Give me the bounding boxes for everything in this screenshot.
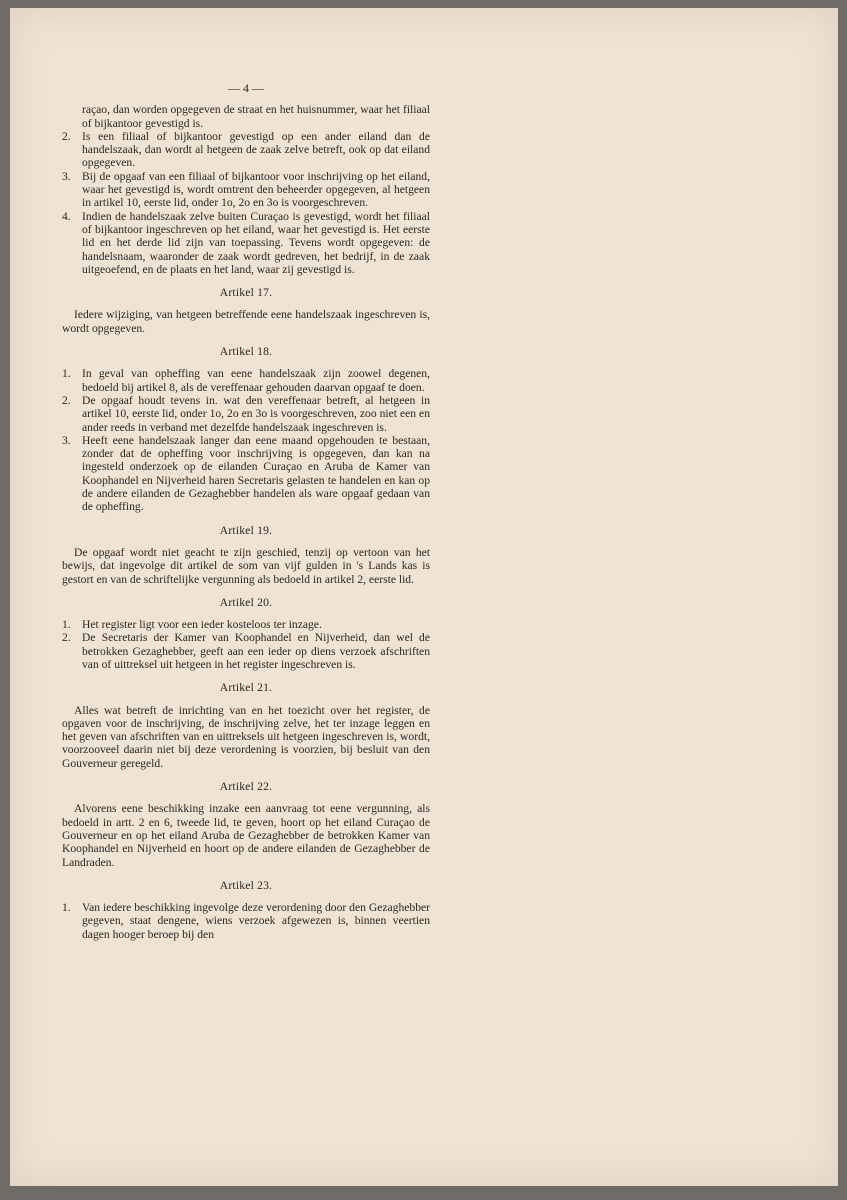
- opening-lines: raçao, dan worden opgegeven de straat en het huisnummer, waar het filiaal of bijkantoor gevestigd is.: [82, 103, 430, 130]
- item-number: 1.: [62, 618, 71, 632]
- item-text: De opgaaf houdt tevens in. wat den vereffenaar betreft, al hetgeen in artikel 10, eerste lid, onder 1o, 2o en 3o is voorgeschreven, zoo niet een en ander reeds in verband met dezelfde handelszaak ingeschreven is.: [82, 393, 430, 434]
- document-page: [10, 8, 838, 1186]
- article-23-item-1: [62, 901, 430, 941]
- article-17-heading: Artikel 17.: [219, 286, 273, 300]
- article-16-item-2: [62, 130, 430, 170]
- article-16-item-3: [62, 170, 430, 210]
- item-number: 4.: [62, 209, 71, 223]
- article-22-text: Alvorens eene beschikking inzake een aanvraag tot eene vergunning, als bedoeld in artt. 2 en 6, tweede lid, te geven, hoort op het eiland Curaçao de Gouverneur en op het eiland Aruba de Gezaghebber de betrokken Kamer van Koophandel en Nijverheid en hoort op de andere eilanden de Gezaghebber de Landraden.: [62, 802, 430, 869]
- article-18-heading: Artikel 18.: [219, 345, 273, 359]
- page-number: — 4 —: [228, 81, 264, 95]
- item-number: 3.: [62, 169, 71, 183]
- article-20-item-2: [62, 631, 430, 671]
- article-19-text: De opgaaf wordt niet geacht te zijn geschied, tenzij op vertoon van het bewijs, dat ingevolge dit artikel de som van vijf gulden in 's Lands kas is gestort en van de schriftelijke vergunning als bedoeld in artikel 2, eerste lid.: [62, 545, 430, 586]
- article-20-heading: Artikel 20.: [219, 595, 273, 609]
- item-number: 1.: [62, 367, 71, 381]
- item-number: 1.: [62, 901, 71, 915]
- item-number: 2.: [62, 631, 71, 645]
- item-text: Het register ligt voor een ieder kosteloos ter inzage.: [82, 618, 322, 632]
- item-text: Is een filiaal of bijkantoor gevestigd op een ander eiland dan de handelszaak, dan wordt al hetgeen de zaak zelve betreft, ook op dat eiland opgegeven.: [82, 129, 430, 170]
- item-text: Indien de handelszaak zelve buiten Curaçao is gevestigd, wordt het filiaal of bijkantoor ingeschreven op het eiland, waar het gevestigd is. Het eerste lid en het derde lid zijn van toepassing. Tevens wordt opgegeven: de handelsnaam, waaronder de zaak wordt gedreven, het bedrijf, in de zaak uitgeoefend, en de plaats en het land, waar zij gevestigd is.: [82, 209, 430, 276]
- item-text: Van iedere beschikking ingevolge deze verordening door den Gezaghebber gegeven, staat dengene, wiens verzoek afgewezen is, binnen veertien dagen hooger beroep bij den: [82, 901, 430, 941]
- article-20-item-1: [62, 618, 430, 631]
- article-23-heading: Artikel 23.: [219, 878, 273, 892]
- item-text: De Secretaris der Kamer van Koophandel en Nijverheid, dan wel de betrokken Gezaghebber, geeft aan een ieder op diens verzoek afschriften van of uittreksel uit hetgeen in het register ingeschreven is.: [82, 631, 430, 671]
- article-18-item-1: [62, 367, 430, 394]
- article-18-item-2: [62, 394, 430, 434]
- item-number: 2.: [62, 129, 71, 143]
- article-22-heading: Artikel 22.: [219, 780, 273, 794]
- item-text: Heeft eene handelszaak langer dan eene maand opgehouden te bestaan, zonder dat de opheffing voor inschrijving is opgegeven, dan kan na ingesteld onderzoek op de eilanden Curaçao en Aruba de Kamer van Koophandel en Nijverheid haren Secretaris gelasten te handelen en kan op de andere eilanden de Gezaghebber handelen als ware opgaaf gedaan van de opheffing.: [82, 433, 430, 514]
- page-content: [62, 82, 430, 941]
- item-text: In geval van opheffing van eene handelszaak zijn zoowel degenen, bedoeld bij artikel 8, als de vereffenaar gehouden daarvan opgaaf te doen.: [82, 367, 430, 394]
- article-21-heading: Artikel 21.: [219, 681, 273, 695]
- item-number: 3.: [62, 433, 71, 447]
- item-text: Bij de opgaaf van een filiaal of bijkantoor voor inschrijving op het eiland, waar het gevestigd is, wordt omtrent den beheerder opgegeven, al hetgeen in artikel 10, eerste lid, onder 1o, 2o en 3o is voorgeschreven.: [82, 169, 430, 210]
- article-21-text: Alles wat betreft de inrichting van en het toezicht over het register, de opgaven voor de inschrijving, de inschrijving zelve, het ter inzage leggen en het geven van afschriften van en uittreksels uit hetgeen ingeschreven is, wordt, voorzooveel daarin niet bij deze verordening is voorzien, bij besluit van den Gouverneur geregeld.: [62, 703, 430, 770]
- article-17-text: Iedere wijziging, van hetgeen betreffende eene handelszaak ingeschreven is, wordt opgegeven.: [62, 308, 430, 335]
- article-19-heading: Artikel 19.: [219, 523, 273, 537]
- item-number: 2.: [62, 393, 71, 407]
- article-18-item-3: [62, 434, 430, 514]
- article-16-item-4: [62, 210, 430, 276]
